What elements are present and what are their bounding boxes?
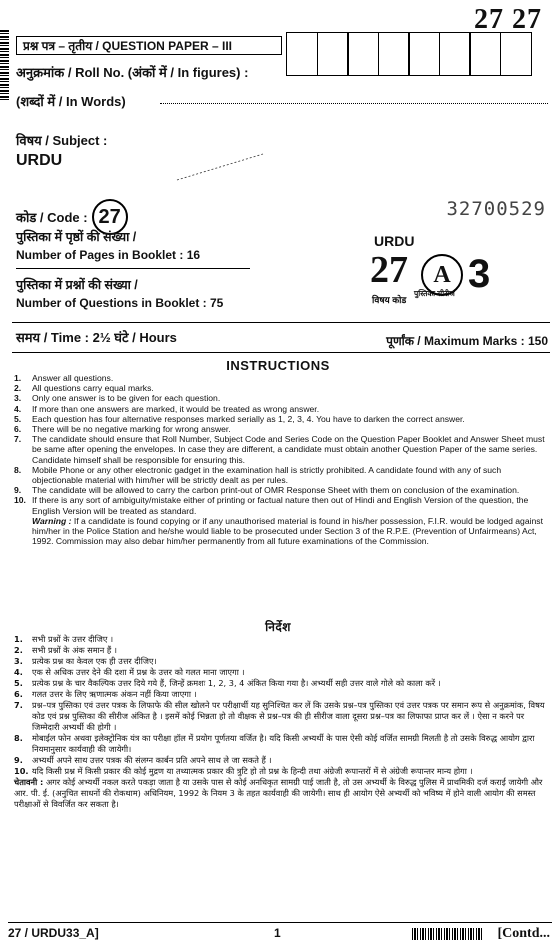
nirdesh-item-text: यदि किसी प्रश्न में किसी प्रकार की कोई मुद्रण या तथ्यात्मक प्रकार की त्रुटि हो तो प्रश्न के हिन्दी तथा अंग्रेजी रूपान्तरों में से अंग्रेजी रूपान्तर मान्य होगा । (32, 766, 473, 776)
side-barcode (0, 30, 9, 100)
roll-box[interactable] (286, 32, 318, 76)
roll-box[interactable] (469, 32, 501, 76)
roll-box[interactable] (378, 32, 410, 76)
nirdesh-item (14, 755, 548, 766)
instruction-item (14, 404, 548, 414)
nirdesh-item-number: 7. (14, 700, 23, 710)
instruction-item-number: 6. (14, 424, 22, 435)
subject-label: विषय / Subject : (16, 133, 108, 148)
nirdesh-item (14, 678, 548, 689)
instruction-item-text: All questions carry equal marks. (32, 383, 154, 394)
time-label: समय / Time : 2½ घंटे / Hours (16, 330, 177, 345)
serial-number: 32700529 (446, 198, 546, 220)
questions-label-hi: पुस्तिका में प्रश्नों की संख्या / (16, 278, 138, 292)
nirdesh-item (14, 766, 548, 777)
subject-right: URDU (374, 233, 415, 249)
instruction-item-number: 4. (14, 403, 22, 414)
subject-value: URDU (16, 152, 63, 169)
instruction-item-number: 5. (14, 413, 22, 424)
series-letter: A (433, 261, 451, 288)
nirdesh-item-text: मोबाईल फोन अथवा इलेक्ट्रोनिक यंत्र का परीक्षा हॉल में प्रयोग पूर्णतया वर्जित है। यदि किसी अभ्यर्थी के पास ऐसी कोई वर्जित सामग्री मिलती है तो उसके विरुद्ध आयोग द्वारा नियमानुसार कार्यवाही की जायेगी। (32, 733, 535, 754)
nirdesh-item-number: 8. (14, 733, 23, 743)
instruction-item-text: There will be no negative marking for wrong answer. (32, 424, 231, 435)
instruction-item-number: 10. (14, 495, 26, 506)
nirdesh-item-text: प्रश्न–पत्र पुस्तिका एवं उत्तर पत्रक के लिफाफे की सील खोलने पर परीक्षार्थी यह सुनिश्चित कर लें कि उसके प्रश्न–पत्र पुस्तिका एवं उत्तर पत्रक पर समान रूप से अनुक्रमांक, विषय कोड एवं प्रश्न पुस्तिका की सीरीज अंकित है । इसमें कोई भिन्नता हो तो वीक्षक से प्रश्न–पत्र की ही सीरीज वाला दूसरा प्रश्न–पत्र का लिफाफा प्राप्त कर लें । ऐसा न करने पर जिम्मेदारी अभ्यर्थी की होगी । (32, 700, 545, 732)
instruction-item (14, 485, 548, 495)
instruction-item-number: 7. (14, 434, 22, 445)
chetavani-block (14, 777, 548, 810)
instruction-item-text: Only one answer is to be given for each question. (32, 393, 221, 404)
nirdesh-item-text: गलत उत्तर के लिए ऋणात्मक अंकन नहीं किया जाएगा । (32, 689, 197, 699)
footer-code: 27 / URDU33_A] (8, 926, 99, 940)
instruction-item-number: 2. (14, 383, 22, 394)
nirdesh-item (14, 667, 548, 678)
chetavani-text: अगर कोई अभ्यर्थी नकल करते पकड़ा जाता है या उसके पास से कोई अनधिकृत सामग्री पाई जाती है, तो उस अभ्यर्थी के विरुद्ध पुलिस में प्राथमिकी दर्ज कराई जायेगी और आर. पी. ई. (अनुचित साधनों की रोकथाम) अधिनियम, 1992 के नियम 3 के तहत कार्यवाही की जायेगी। साथ ही आयोग ऐसे अभ्यर्थी को भविष्य में होने वाली आयोग की समस्त परीक्षाओं से विवर्जित कर सकता है। (14, 777, 543, 809)
instruction-item-text: If more than one answers are marked, it would be treated as wrong answer. (32, 403, 320, 414)
nirdesh-item-number: 6. (14, 689, 23, 699)
nirdesh-item (14, 645, 548, 656)
in-words-line[interactable] (160, 103, 548, 104)
warning-block (14, 516, 548, 547)
instructions-title: INSTRUCTIONS (226, 358, 330, 373)
roll-no-label: अनुक्रमांक / Roll No. (अंकों में / In figures) : (16, 65, 249, 80)
warning-text: If a candidate is found copying or if any unauthorised material is found in his/her possession, F.I.R. would be lodged against him/her in the Police Station and he/she would liable to be prosecuted under Section 3 of the R.P.E. (Prevention of Unfairmeans) Act, 1992. Commission may also debar him/her permanently from all future examinations of the Commission. (32, 515, 543, 547)
page-number: 1 (274, 926, 281, 940)
nirdesh-item-number: 5. (14, 678, 23, 688)
instruction-item (14, 495, 548, 515)
divider (12, 352, 550, 353)
in-words-label: (शब्दों में / In Words) (16, 94, 126, 109)
warning-label: Warning : (32, 515, 72, 526)
instructions-list (14, 373, 548, 546)
nirdesh-item-text: प्रत्येक प्रश्न का केवल एक ही उत्तर दीजिए। (32, 656, 157, 666)
instruction-item (14, 424, 548, 434)
nirdesh-item-number: 2. (14, 645, 23, 655)
pages-label-en: Number of Pages in Booklet : 16 (16, 248, 201, 262)
nirdesh-item (14, 656, 548, 667)
instruction-item (14, 434, 548, 465)
instruction-item-text: The candidate should ensure that Roll Number, Subject Code and Series Code on the Question Paper Booklet and Answer Sheet must be same after opening the envelopes. In case they are different, a candidate must obtain another Question Paper of the same series. Candidate himself shall be responsible for ensuring this. (32, 434, 545, 465)
roll-number-boxes[interactable] (286, 32, 530, 76)
instruction-item-number: 3. (14, 393, 22, 404)
nirdesh-item (14, 733, 548, 755)
code-circle: 27 (92, 199, 128, 235)
nirdesh-item (14, 700, 548, 733)
nirdesh-list (14, 634, 548, 810)
instruction-item-text: Answer all questions. (32, 373, 114, 383)
nirdesh-item-text: अभ्यर्थी अपने साथ उत्तर पत्रक की संलग्न कार्बन प्रति अपने साथ ले जा सकते हैं । (32, 755, 272, 765)
chetavani-label: चेतावनी : (14, 777, 44, 787)
divider (12, 322, 550, 323)
instruction-item (14, 383, 548, 393)
nirdesh-item-number: 10. (14, 766, 29, 776)
nirdesh-item (14, 689, 548, 700)
subject-code-caption: विषय कोड (372, 295, 407, 305)
instruction-item (14, 465, 548, 485)
instruction-item (14, 373, 548, 383)
instruction-item-number: 1. (14, 373, 22, 383)
nirdesh-item (14, 634, 548, 645)
nirdesh-item-text: सभी प्रश्नों के उत्तर दीजिए । (32, 634, 114, 644)
instruction-item (14, 414, 548, 424)
pages-label-hi: पुस्तिका में पृष्ठों की संख्या / (16, 230, 137, 244)
roll-box[interactable] (439, 32, 471, 76)
instruction-item-text: Mobile Phone or any other electronic gadget in the examination hall is strictly prohibited. A candidate found with any of such objectionable material with him/her will be strictly dealt as per rules. (32, 464, 502, 486)
nirdesh-item-number: 1. (14, 634, 23, 644)
nirdesh-item-text: प्रत्येक प्रश्न के चार वैकल्पिक उत्तर दिये गये हैं, जिन्हें क्रमशः 1, 2, 3, 4 अंकित किया गया है। अभ्यर्थी सही उत्तर वाले गोले को काला करें । (32, 678, 441, 688)
subject-code-big: 27 (370, 249, 408, 291)
instruction-item-number: 8. (14, 464, 22, 475)
nirdesh-item-number: 9. (14, 755, 23, 765)
instruction-item-text: The candidate will be allowed to carry the carbon print-out of OMR Response Sheet with them on conclusion of the examination. (32, 485, 520, 496)
nirdesh-item-number: 3. (14, 656, 23, 666)
questions-label-en: Number of Questions in Booklet : 75 (16, 296, 224, 310)
instruction-item-text: Each question has four alternative responses marked serially as 1, 2, 3, 4. You have to darken the correct answer. (32, 413, 465, 424)
nirdesh-item-text: सभी प्रश्नों के अंक समान हैं । (32, 645, 117, 655)
question-paper-label: प्रश्न पत्र – तृतीय / QUESTION PAPER – III (16, 36, 282, 55)
code-label: कोड / Code : (16, 210, 88, 225)
paper-number: 3 (468, 252, 491, 296)
divider (8, 922, 552, 923)
nirdesh-item-number: 4. (14, 667, 23, 677)
booklet-code-top: 27 27 (474, 4, 542, 35)
nirdesh-title: निर्देश (265, 620, 291, 634)
nirdesh-item-text: एक से अधिक उत्तर देने की दशा में प्रश्न के उत्तर को गलत माना जाएगा । (32, 667, 245, 677)
instruction-item-number: 9. (14, 485, 22, 496)
instruction-item (14, 393, 548, 403)
signature-line (175, 150, 265, 185)
roll-box[interactable] (500, 32, 532, 76)
divider (16, 268, 250, 269)
footer-barcode (412, 928, 482, 940)
max-marks-label: पूर्णांक / Maximum Marks : 150 (386, 334, 548, 348)
series-caption: पुस्तिका सीरीज (414, 289, 455, 298)
contd-label: [Contd... (497, 926, 550, 941)
roll-box[interactable] (408, 32, 440, 76)
instruction-item-text: If there is any sort of ambiguity/mistake either of printing or factual nature then out of Hindi and English Version of the question, the English Version will be treated as standard. (32, 495, 529, 516)
roll-box[interactable] (347, 32, 379, 76)
roll-box[interactable] (317, 32, 349, 76)
